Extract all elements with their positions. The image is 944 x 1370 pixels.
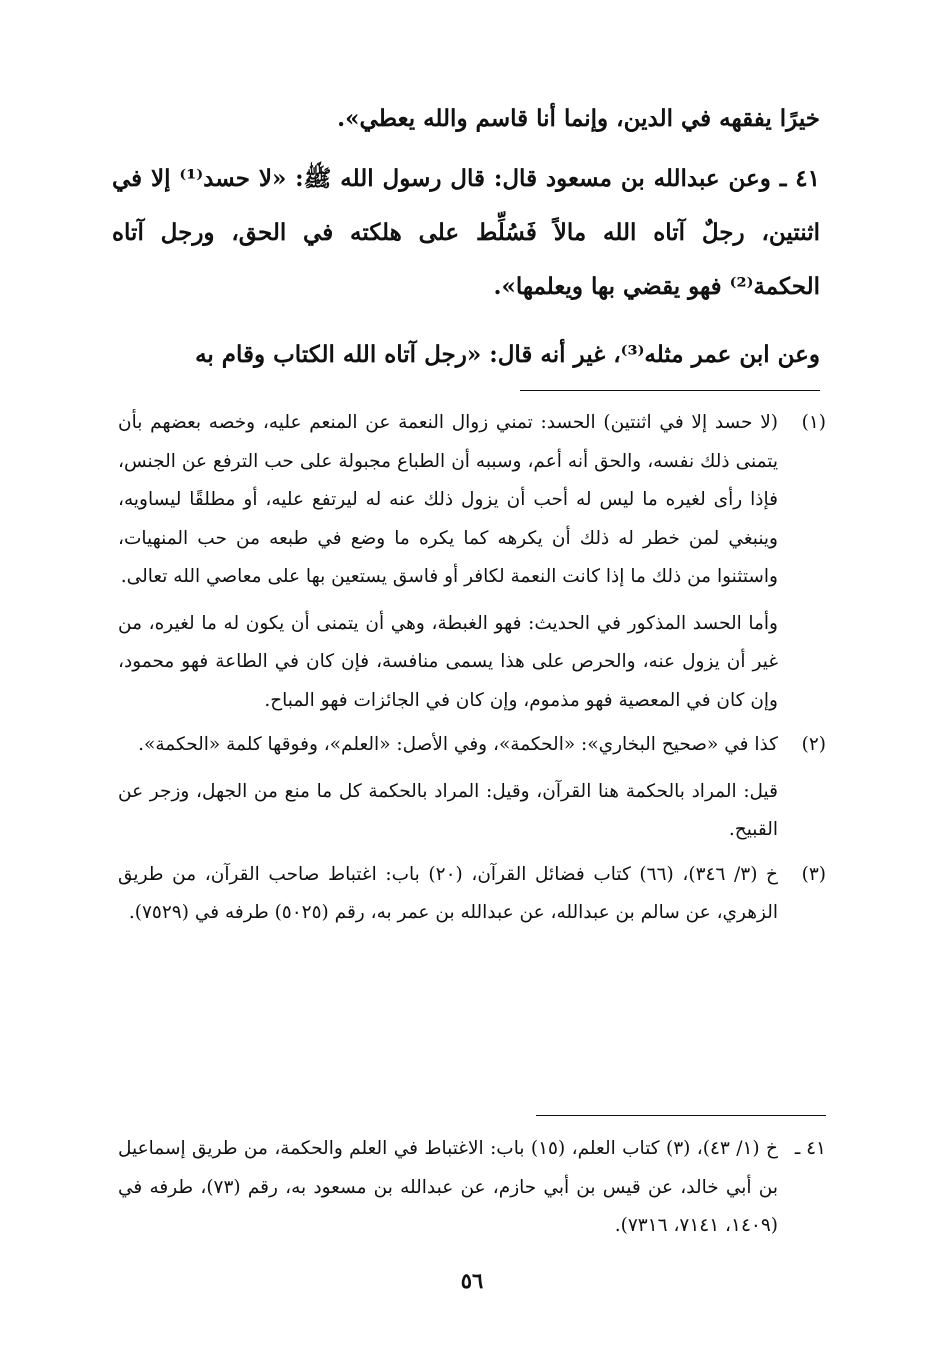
source-note-text: خ (١/ ٤٣)، (٣) كتاب العلم، (١٥) باب: الاغتباط في العلم والحكمة، من طريق إسماعيل بن أبي خالد، عن قيس بن أبي حازم، عن عبدالله بن مسعود به، رقم (٧٣)، طرفه في (١٤٠٩، ٧١٤١، ٧٣١٦).	[118, 1138, 778, 1236]
main-line-1: خيرًا يفقهه في الدين، وإنما أنا قاسم والله يعطي».	[337, 105, 820, 132]
source-note	[118, 1130, 826, 1246]
footnote-number: (٣)	[801, 863, 826, 885]
footnote-number: (١)	[801, 412, 826, 433]
footnote-1	[118, 404, 826, 720]
footnotes	[118, 404, 826, 933]
footnote-2	[118, 726, 826, 850]
page-number: ٥٦	[460, 1268, 484, 1293]
footnote-paragraph: وأما الحسد المذكور في الحديث: فهو الغبطة، وهي أن يتمنى أن يكون له ما لغيره، من غير أن يزول عنه، والحرص على هذا يسمى منافسة، فإن كان في الطاعة فهو محمود، وإن كان في المعصية فهو مذموم، وإن كان في الجائزات فهو المباح.	[118, 612, 778, 711]
source-note-number: ٤١ ـ	[794, 1138, 826, 1159]
footnote-paragraph: (لا حسد إلا في اثنتين) الحسد: تمني زوال النعمة عن المنعم عليه، وخصه بعضهم بأن يتمنى ذلك نفسه، والحق أنه أعم، وسببه أن الطباع مجبولة على حب الترفع عن الجنس، فإذا رأى لغيره ما ليس له أحب أن يزول ذلك عنه له ليرتفع عليه، أو مطلقًا ليساويه، وينبغي لمن خطر له ذلك أن يكرهه كما يكره ما وضع في طبعه من حب المنهيات، واستثنوا من ذلك ما إذا كانت النعمة لكافر أو فاسق يستعين بها على معاصي الله تعالى.	[118, 412, 778, 587]
hadith-41-paragraph: ٤١ ـ وعن عبدالله بن مسعود قال: قال رسول الله ﷺ: «لا حسد⁽¹⁾ إلا في اثنتين، رجلٌ آتاه الله مالاً فَسُلِّط على هلكته في الحق، ورجل آتاه الحكمة⁽²⁾ فهو يقضي بها ويعلمها».	[112, 165, 820, 300]
footnote-divider	[520, 390, 820, 391]
footnote-3	[118, 856, 826, 933]
ibn-umar-paragraph: وعن ابن عمر مثله⁽³⁾، غير أنه قال: «رجل آتاه الله الكتاب وقام به	[195, 341, 820, 368]
footnote-paragraph: قيل: المراد بالحكمة هنا القرآن، وقيل: المراد بالحكمة كل ما منع من الجهل، وزجر عن القبيح.	[118, 780, 778, 840]
source-note-41	[118, 1130, 826, 1246]
footnote-number: (٢)	[801, 734, 826, 755]
source-divider	[536, 1115, 826, 1116]
footnote-paragraph: كذا في «صحيح البخاري»: «الحكمة»، وفي الأصل: «العلم»، وفوقها كلمة «الحكمة».	[138, 734, 778, 755]
footnote-paragraph: خ (٣/ ٣٤٦)، (٦٦) كتاب فضائل القرآن، (٢٠) باب: اغتباط صاحب القرآن، من طريق الزهري، عن سالم بن عبدالله، عن عبدالله بن عمر به، رقم (٥٠٢٥) طرفه في (٧٥٢٩).	[118, 863, 778, 923]
main-text	[112, 92, 820, 382]
